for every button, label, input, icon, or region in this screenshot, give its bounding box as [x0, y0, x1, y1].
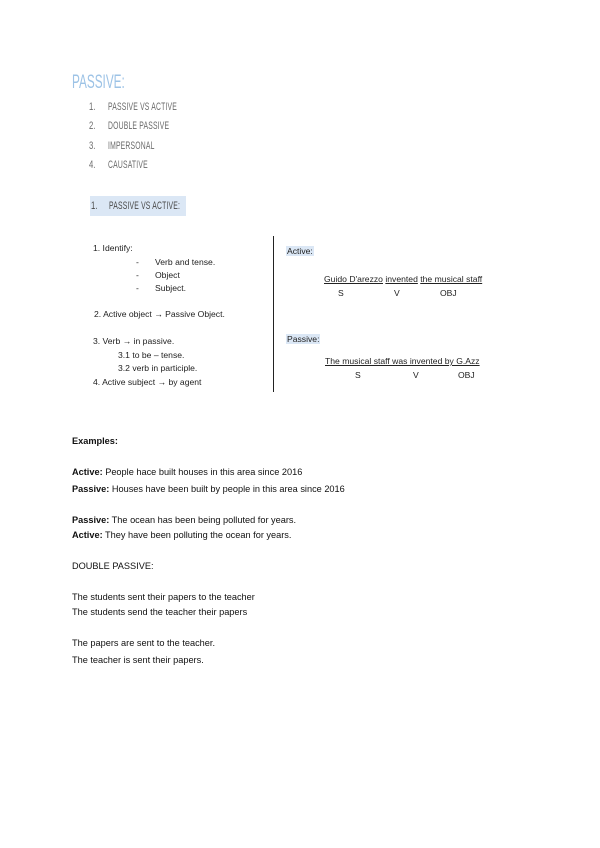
- examples-heading: Examples:: [72, 436, 118, 446]
- double-passive-line: The students send the teacher their papers: [72, 607, 248, 617]
- double-passive-line: The students sent their papers to the teacher: [72, 592, 255, 602]
- tag-s: S: [338, 288, 344, 298]
- section-heading-label: PASSIVE VS ACTIVE:: [109, 200, 181, 212]
- toc-item-label: IMPERSONAL: [108, 139, 155, 152]
- tag-obj: OBJ: [458, 370, 475, 380]
- step-1-item: Subject.: [155, 283, 187, 293]
- column-divider: [273, 236, 274, 392]
- double-passive-line: The teacher is sent their papers.: [72, 655, 204, 665]
- passive-sentence: The musical staff was invented by G.Azz: [325, 356, 480, 366]
- example-line: Passive: The ocean has been being polluted for years.: [72, 515, 297, 525]
- example-line: Active: People hace built houses in this area since 2016: [72, 467, 303, 477]
- step-2: 2. Active object → Passive Object.: [94, 309, 225, 319]
- bullet: -: [136, 257, 139, 267]
- active-sentence: [324, 274, 482, 284]
- tag-v: V: [394, 288, 400, 298]
- example-line: Active: They have been polluting the ocean for years.: [72, 530, 292, 540]
- active-verb: invented: [385, 274, 418, 284]
- step-3: 3. Verb → in passive.: [93, 336, 175, 346]
- example-line: Passive: Houses have been built by people in this area since 2016: [72, 484, 345, 494]
- step-1-item: Verb and tense.: [155, 257, 216, 267]
- section-heading: 1. PASSIVE VS ACTIVE:: [90, 196, 186, 216]
- double-passive-heading: DOUBLE PASSIVE:: [72, 561, 154, 571]
- active-label: Active:: [287, 246, 313, 256]
- toc-item-label: DOUBLE PASSIVE: [108, 120, 170, 133]
- bullet: -: [136, 270, 139, 280]
- step-1: 1. Identify:: [93, 243, 133, 253]
- active-subject: Guido D'arezzo: [324, 274, 383, 284]
- passive-label: Passive:: [287, 334, 320, 344]
- page-title: PASSIVE:: [72, 72, 125, 93]
- tag-obj: OBJ: [440, 288, 457, 298]
- tag-s: S: [355, 370, 361, 380]
- step-3-sub: 3.1 to be – tense.: [118, 350, 185, 360]
- toc-item-label: CAUSATIVE: [108, 158, 148, 171]
- active-object: the musical staff: [420, 274, 483, 284]
- step-1-item: Object: [155, 270, 180, 280]
- step-4: 4. Active subject → by agent: [93, 377, 202, 387]
- bullet: -: [136, 283, 139, 293]
- step-3-sub: 3.2 verb in participle.: [118, 363, 198, 373]
- tag-v: V: [413, 370, 419, 380]
- toc-item-label: PASSIVE VS ACTIVE: [108, 101, 177, 113]
- double-passive-line: The papers are sent to the teacher.: [72, 638, 216, 648]
